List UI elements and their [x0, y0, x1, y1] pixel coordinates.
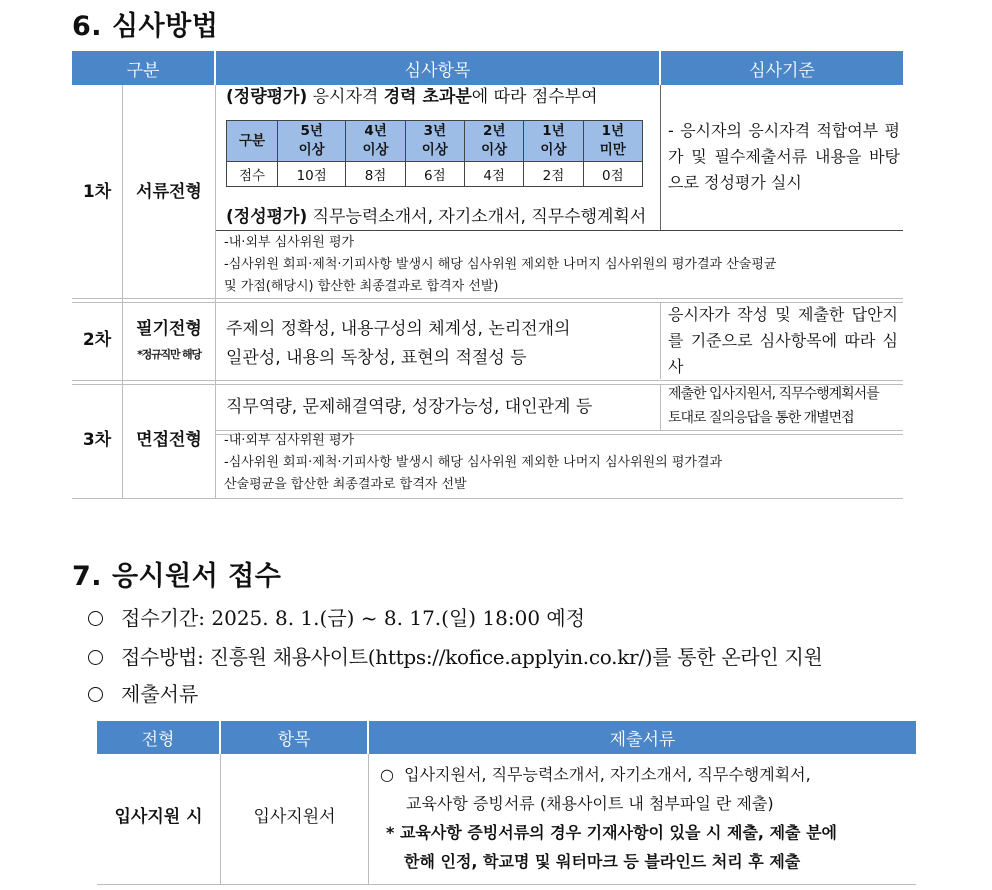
header-criteria: 심사기준	[661, 51, 903, 85]
divider	[660, 85, 661, 230]
divider	[368, 754, 369, 884]
note-line: -심사위원 회피·제척·기피사항 발생시 해당 심사위원 제외한 나머지 심사위원의 평가결과	[224, 455, 723, 470]
divider	[72, 498, 903, 499]
score-value: 0점	[583, 162, 642, 187]
score-value: 8점	[346, 162, 405, 187]
bullet-text: 접수기간: 2025. 8. 1.(금) ~ 8. 17.(일) 18:00 예정	[121, 606, 586, 630]
divider	[97, 884, 916, 885]
stage2-name: 필기전형	[136, 319, 202, 339]
divider	[660, 302, 661, 379]
stage1-round: 1차	[82, 181, 112, 202]
note-line: -심사위원 회피·제척·기피사항 발생시 해당 심사위원 제외한 나머지 심사위원의 평가결과 산술평균	[224, 257, 777, 272]
note-line: 및 가점(해당시) 합산한 최종결과로 합격자 선발)	[224, 279, 499, 294]
section-6-title: 6. 심사방법	[72, 11, 219, 42]
divider	[215, 85, 216, 498]
doc-line: 교육사항 증빙서류 (채용사이트 내 첨부파일 란 제출)	[406, 794, 774, 813]
circle-bullet-icon: ○	[380, 765, 394, 784]
score-value: 10점	[278, 162, 346, 187]
doc-note: * 교육사항 증빙서류의 경우 기재사항이 있을 시 제출, 제출 분에	[386, 823, 837, 842]
score-col: 4년 이상	[346, 121, 405, 162]
note-line: -내·외부 심사위원 평가	[224, 235, 355, 250]
docs-header-stage: 전형	[97, 721, 219, 754]
divider	[660, 384, 661, 430]
quant-pre: 응시자격	[307, 87, 384, 107]
bullet-method	[88, 641, 823, 670]
circle-bullet-icon	[88, 611, 103, 626]
stage3-notes	[224, 430, 722, 496]
docs-content	[380, 760, 837, 876]
stage3-round: 3차	[82, 429, 112, 450]
score-col: 1년 이상	[524, 121, 583, 162]
stage1-name: 서류전형	[136, 181, 202, 202]
header-category: 구분	[72, 51, 214, 85]
bullet-text: 접수방법: 진흥원 채용사이트(https://kofice.applyin.co.kr/)를 통한 온라인 지원	[121, 645, 823, 669]
score-row-header: 구분	[227, 121, 278, 162]
stage2-criteria: 응시자가 작성 및 제출한 답안지를 기준으로 심사항목에 따라 심사	[668, 305, 898, 376]
stage2-items	[226, 315, 570, 373]
stage1-criteria: - 응시자의 응시자격 적합여부 평가 및 필수제출서류 내용을 바탕으로 정성평가 실시	[668, 121, 900, 192]
score-table	[226, 120, 643, 187]
criteria-line: 토대로 질의응답을 통한 개별면접	[668, 410, 854, 426]
circle-bullet-icon	[88, 687, 103, 702]
quant-post: 에 따라 점수부여	[471, 87, 598, 107]
divider	[72, 380, 903, 381]
stage2-round: 2차	[82, 329, 112, 350]
item-line: 일관성, 내용의 독창성, 표현의 적절성 등	[226, 348, 527, 368]
bullet-docs	[88, 678, 198, 707]
circle-bullet-icon	[88, 650, 103, 665]
stage3-items: 직무역량, 문제해결역량, 성장가능성, 대인관계 등	[226, 397, 593, 417]
docs-header-item: 항목	[221, 721, 367, 754]
qual-label: (정성평가)	[226, 207, 308, 227]
divider	[72, 298, 903, 299]
score-value: 2점	[524, 162, 583, 187]
bullet-period	[88, 602, 585, 631]
docs-item: 입사지원서	[253, 806, 336, 827]
item-line: 주제의 정확성, 내용구성의 체계성, 논리전개의	[226, 319, 571, 339]
criteria-line: 제출한 입사지원서, 직무수행계획서를	[668, 386, 879, 402]
qual-text: 직무능력소개서, 자기소개서, 직무수행계획서	[307, 207, 647, 227]
doc-line: 입사지원서, 직무능력소개서, 자기소개서, 직무수행계획서,	[404, 765, 811, 784]
header-items: 심사항목	[216, 51, 659, 85]
docs-header-docs: 제출서류	[369, 721, 916, 754]
stage2-sub: *정규직만 해당	[137, 348, 201, 361]
quant-bold: 경력 초과분	[383, 87, 472, 107]
bullet-text: 제출서류	[121, 682, 199, 706]
docs-stage: 입사지원 시	[114, 806, 203, 827]
note-line: 산술평균을 합산한 최종결과로 합격자 선발	[224, 477, 467, 492]
note-line: -내·외부 심사위원 평가	[224, 433, 355, 448]
score-col: 3년 이상	[405, 121, 464, 162]
qual-eval-line	[226, 204, 646, 231]
score-col: 2년 이상	[465, 121, 524, 162]
quant-label: (정량평가)	[226, 87, 308, 107]
score-col: 5년 이상	[278, 121, 346, 162]
score-value: 6점	[405, 162, 464, 187]
score-value: 4점	[465, 162, 524, 187]
quant-eval-line	[226, 84, 598, 111]
stage3-name: 면접전형	[136, 429, 202, 450]
score-label: 점수	[227, 162, 278, 187]
stage3-criteria	[668, 382, 879, 430]
stage1-notes	[224, 232, 776, 298]
section-7-title: 7. 응시원서 접수	[72, 561, 282, 592]
score-col: 1년 미만	[583, 121, 642, 162]
doc-note: 한해 인정, 학교명 및 워터마크 등 블라인드 처리 후 제출	[404, 852, 801, 871]
